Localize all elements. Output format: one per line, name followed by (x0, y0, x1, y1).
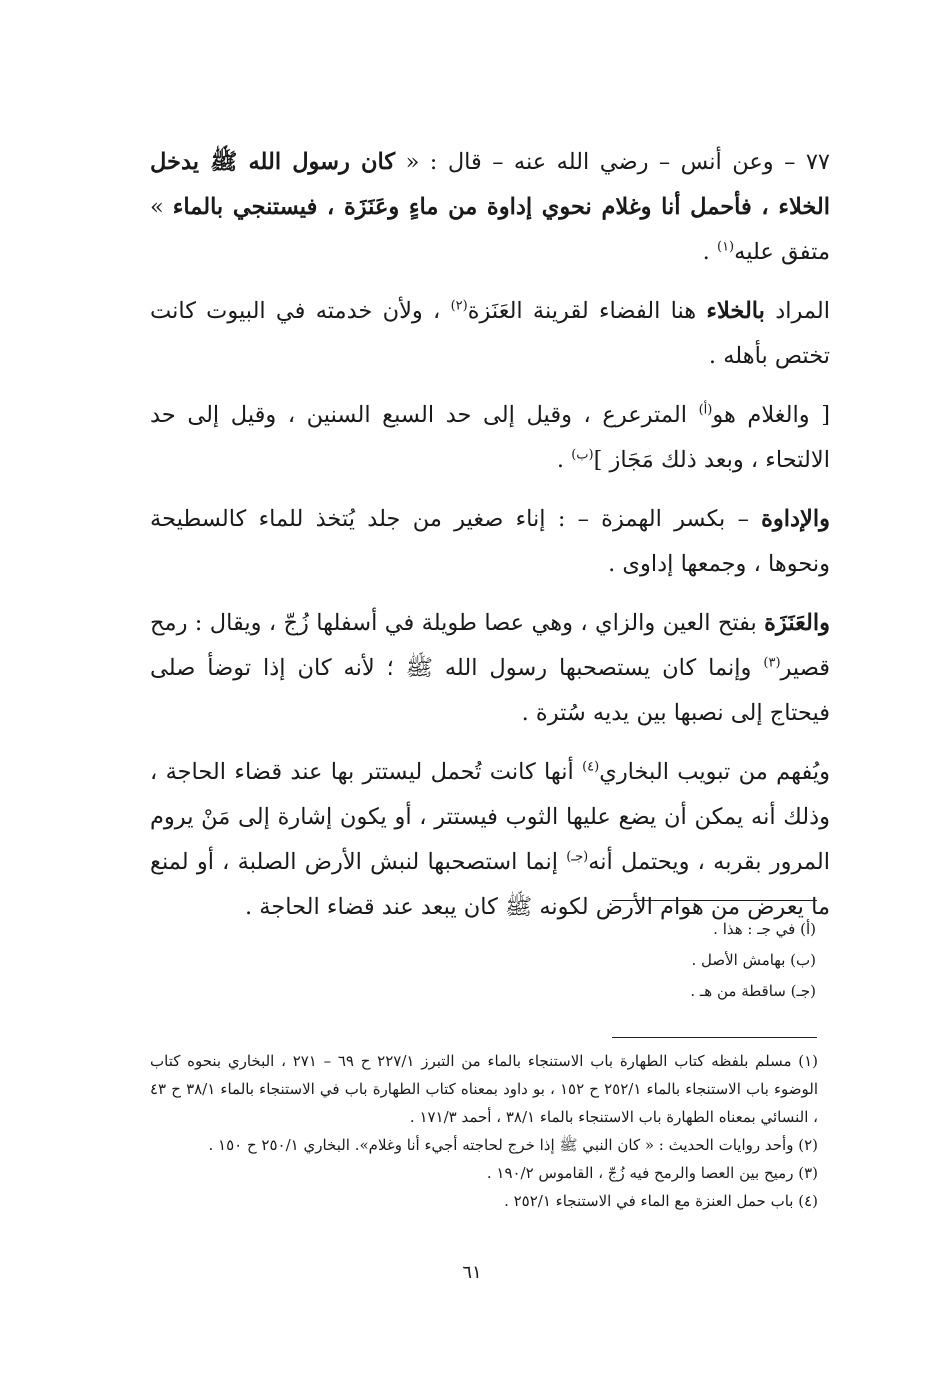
explanation-paragraph: ويُفهم من تبويب البخاري$^{(٤)}$ أنها كانت تُحمل ليستتر بها عند قضاء الحاجة ، وذلك أنه يمكن أن يضع عليها الثوب فيستتر ، أو يكون إشارة إلى مَنْ يروم المرور بقربه ، ويحتمل أنه$^{(جـ)}$ إنما استصحبها لنبش الأرض الصلبة ، أو لمنع ما يعرض من هوام الأرض لكونه ﷺ كان يبعد عند قضاء الحاجة . (150, 759, 830, 920)
source-note: (٣) رميح بين العصا والرمح فيه زُجّ ، القاموس ١٩٠/٢ . (486, 1164, 818, 1182)
variant-notes (416, 914, 816, 1007)
footnote-ref: (٣) (763, 655, 781, 671)
explanation-paragraph: والإداوة – بكسر الهمزة – : إناء صغير من جلد يُتخذ للماء كالسطيحة ونحوها ، وجمعها إداوى . (150, 506, 830, 577)
footnote-ref: (٤) (582, 759, 600, 775)
footnote-divider (612, 1037, 817, 1038)
variant-note: (جـ) ساقطة من هـ . (690, 982, 816, 1000)
page-number: ٦١ (462, 1262, 482, 1283)
hadith-attribution: » متفق عليه (150, 194, 830, 265)
footnote-ref: (٢) (450, 298, 468, 314)
variant-note: (أ) في جـ : هذا . (713, 920, 816, 938)
variant-ref: (أ) (698, 402, 713, 418)
hadith-paragraph: ٧٧ – وعن أنس – رضي الله عنه – قال : « كان رسول الله ﷺ يدخل الخلاء ، فأحمل أنا وغلام نحوي إداوة من ماءٍ وعَنَزَة ، فيستنجي بالماء » متفق عليه$^{(١)}$ . (150, 149, 830, 265)
explanation-paragraph: [ والغلام هو$^{(أ)}$ المترعرع ، وقيل إلى حد السبع السنين ، وقيل إلى حد الالتحاء ، وبعد ذلك مَجَاز ]$^{(ب)}$ . (150, 402, 830, 473)
variant-ref: (ب) (571, 447, 594, 463)
footnote-divider (612, 900, 817, 901)
source-note: (١) مسلم بلفظه كتاب الطهارة باب الاستنجاء بالماء من التبرز ٢٢٧/١ ح ٦٩ – ٢٧١ ، البخاري بنحوه كتاب الوضوء باب الاستنجاء بالماء ٢٥٢/١ ح ١٥٢ ، بو داود بمعناه كتاب الطهارة باب في الاستنجاء بالماء ٣٨/١ ح ٤٣ ، النسائي بمعناه الطهارة باب الاستنجاء بالماء ٣٨/١ ، أحمد ١٧١/٣ . (150, 1052, 819, 1126)
footnote-ref: (١) (716, 239, 735, 255)
source-note: (٤) باب حمل العنزة مع الماء في الاستنجاء ٢٥٢/١ . (504, 1192, 818, 1210)
source-notes (150, 1047, 818, 1215)
term-bold: بالخلاء (706, 298, 765, 324)
explanation-paragraph: المراد بالخلاء هنا الفضاء لقرينة العَنَزة$^{(٢)}$ ، ولأن خدمته في البيوت كانت تختص بأهله . (150, 298, 830, 369)
hadith-text: كان رسول الله ﷺ يدخل الخلاء ، فأحمل أنا وغلام نحوي إداوة من ماءٍ وعَنَزَة ، فيستنجي بالماء (150, 149, 830, 220)
source-note: (٢) وأحد روايات الحديث : « كان النبي ﷺ إذا خرج لحاجته أجيء أنا وغلام». البخاري ٢٥٠/١ ح ١٥٠ . (208, 1136, 818, 1154)
variant-note: (ب) بهامش الأصل . (691, 951, 816, 969)
main-text (150, 140, 830, 944)
explanation-paragraph: والعَنَزَة بفتح العين والزاي ، وهي عصا طويلة في أسفلها زُجّ ، ويقال : رمح قصير$^{(٣)}$ وإنما كان يستصحبها رسول الله ﷺ ؛ لأنه كان إذا توضأ صلى فيحتاج إلى نصبها بين يديه سُترة . (150, 610, 830, 726)
variant-ref: (جـ) (566, 849, 589, 865)
term-bold: والعَنَزَة (764, 610, 830, 636)
term-bold: والإداوة (761, 506, 830, 532)
hadith-number: ٧٧ – وعن أنس – رضي الله عنه – قال : « (395, 149, 830, 175)
